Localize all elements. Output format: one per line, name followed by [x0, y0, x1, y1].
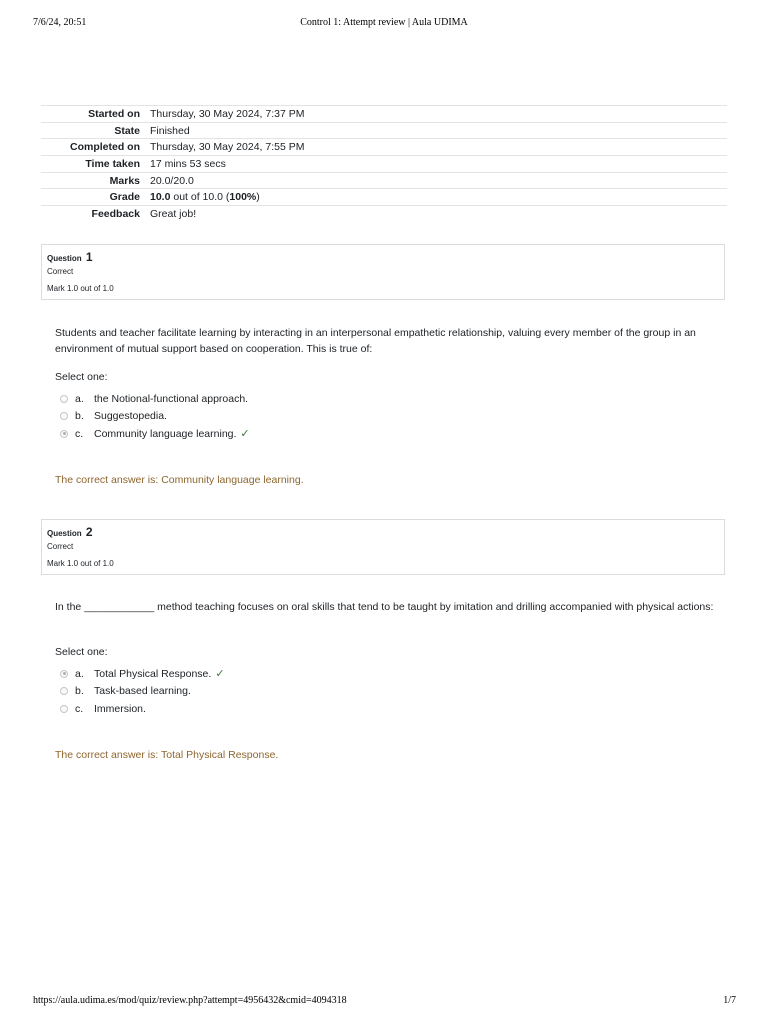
question-2-answers	[60, 665, 225, 718]
question-mark: Mark 1.0 out of 1.0	[47, 559, 114, 568]
summary-label: Grade	[109, 191, 140, 204]
summary-value: 20.0/20.0	[150, 174, 194, 187]
summary-row-started	[41, 106, 727, 123]
print-header	[0, 17, 768, 31]
option-text: Immersion.	[94, 702, 146, 715]
radio-button[interactable]	[60, 412, 68, 420]
option-letter: a.	[75, 667, 84, 680]
question-2-prompt: Select one:	[55, 646, 108, 658]
question-1-right-answer: The correct answer is: Community language learning.	[55, 474, 304, 486]
question-2-info	[41, 519, 725, 575]
summary-label: Feedback	[91, 208, 140, 221]
radio-button[interactable]	[60, 705, 68, 713]
option-letter: b.	[75, 685, 84, 698]
print-datetime: 7/6/24, 20:51	[33, 17, 87, 28]
question-1-prompt: Select one:	[55, 371, 108, 383]
summary-value	[150, 189, 727, 206]
option-letter: c.	[75, 427, 84, 440]
question-1-text: Students and teacher facilitate learning by interacting in an interpersonal empathetic relationship, valuing every member of the group in an environment of mutual support based on cooperation. This is true of:	[55, 327, 696, 355]
option-text: Total Physical Response.	[94, 667, 212, 680]
summary-row-time	[41, 156, 727, 173]
answer-option-c[interactable]	[60, 700, 225, 718]
summary-label: Completed on	[70, 141, 140, 154]
summary-row-feedback	[41, 206, 727, 223]
summary-value: Thursday, 30 May 2024, 7:37 PM	[150, 107, 305, 120]
grade-close: )	[256, 191, 260, 204]
question-state: Correct	[47, 267, 74, 276]
print-footer	[0, 995, 768, 1009]
grade-score: 10.0	[150, 191, 171, 204]
question-state: Correct	[47, 542, 74, 551]
summary-row-state	[41, 122, 727, 139]
summary-row-grade	[41, 189, 727, 206]
option-letter: b.	[75, 410, 84, 423]
summary-value: Finished	[150, 124, 190, 137]
summary-value: Thursday, 30 May 2024, 7:55 PM	[150, 141, 305, 154]
question-mark: Mark 1.0 out of 1.0	[47, 284, 114, 293]
grade-out-of: out of 10.0 (	[170, 191, 230, 204]
summary-row-marks	[41, 172, 727, 189]
summary-row-completed	[41, 139, 727, 156]
summary-label: State	[114, 124, 140, 137]
option-text: Community language learning.	[94, 427, 237, 440]
answer-option-b[interactable]	[60, 408, 250, 426]
check-icon: ✓	[215, 668, 225, 681]
attempt-summary-table	[41, 105, 727, 222]
print-title: Control 1: Attempt review | Aula UDIMA	[300, 17, 468, 28]
radio-button[interactable]	[60, 687, 68, 695]
radio-button[interactable]	[60, 395, 68, 403]
option-letter: a.	[75, 392, 84, 405]
radio-button-selected[interactable]	[60, 670, 68, 678]
answer-option-a[interactable]	[60, 390, 250, 408]
answer-option-a[interactable]	[60, 665, 225, 683]
option-letter: c.	[75, 702, 84, 715]
summary-label: Time taken	[85, 157, 140, 170]
question-number-value: 1	[85, 250, 93, 264]
summary-value: Great job!	[150, 208, 197, 221]
question-2-right-answer: The correct answer is: Total Physical Response.	[55, 749, 279, 761]
question-1-answers	[60, 390, 250, 443]
summary-label: Started on	[88, 107, 140, 120]
option-text: Task-based learning.	[94, 685, 191, 698]
summary-value: 17 mins 53 secs	[150, 157, 226, 170]
answer-option-b[interactable]	[60, 683, 225, 701]
question-2-text: In the ____________ method teaching focuses on oral skills that tend to be taught by imitation and drilling accompanied with physical actions:	[55, 601, 714, 613]
answer-option-c[interactable]	[60, 425, 250, 443]
check-icon: ✓	[240, 428, 250, 441]
radio-button-selected[interactable]	[60, 430, 68, 438]
question-number-value: 2	[85, 525, 93, 539]
option-text: Suggestopedia.	[94, 410, 167, 423]
question-label: Question	[47, 529, 82, 538]
print-page-number: 1/7	[723, 995, 736, 1006]
question-label: Question	[47, 254, 82, 263]
option-text: the Notional-functional approach.	[94, 392, 249, 405]
question-1-info	[41, 244, 725, 300]
grade-percent: 100%	[229, 191, 257, 204]
summary-label: Marks	[109, 174, 140, 187]
question-number	[47, 250, 93, 264]
question-number	[47, 525, 93, 539]
print-url[interactable]: https://aula.udima.es/mod/quiz/review.php?attempt=4956432&cmid=4094318	[33, 995, 347, 1006]
